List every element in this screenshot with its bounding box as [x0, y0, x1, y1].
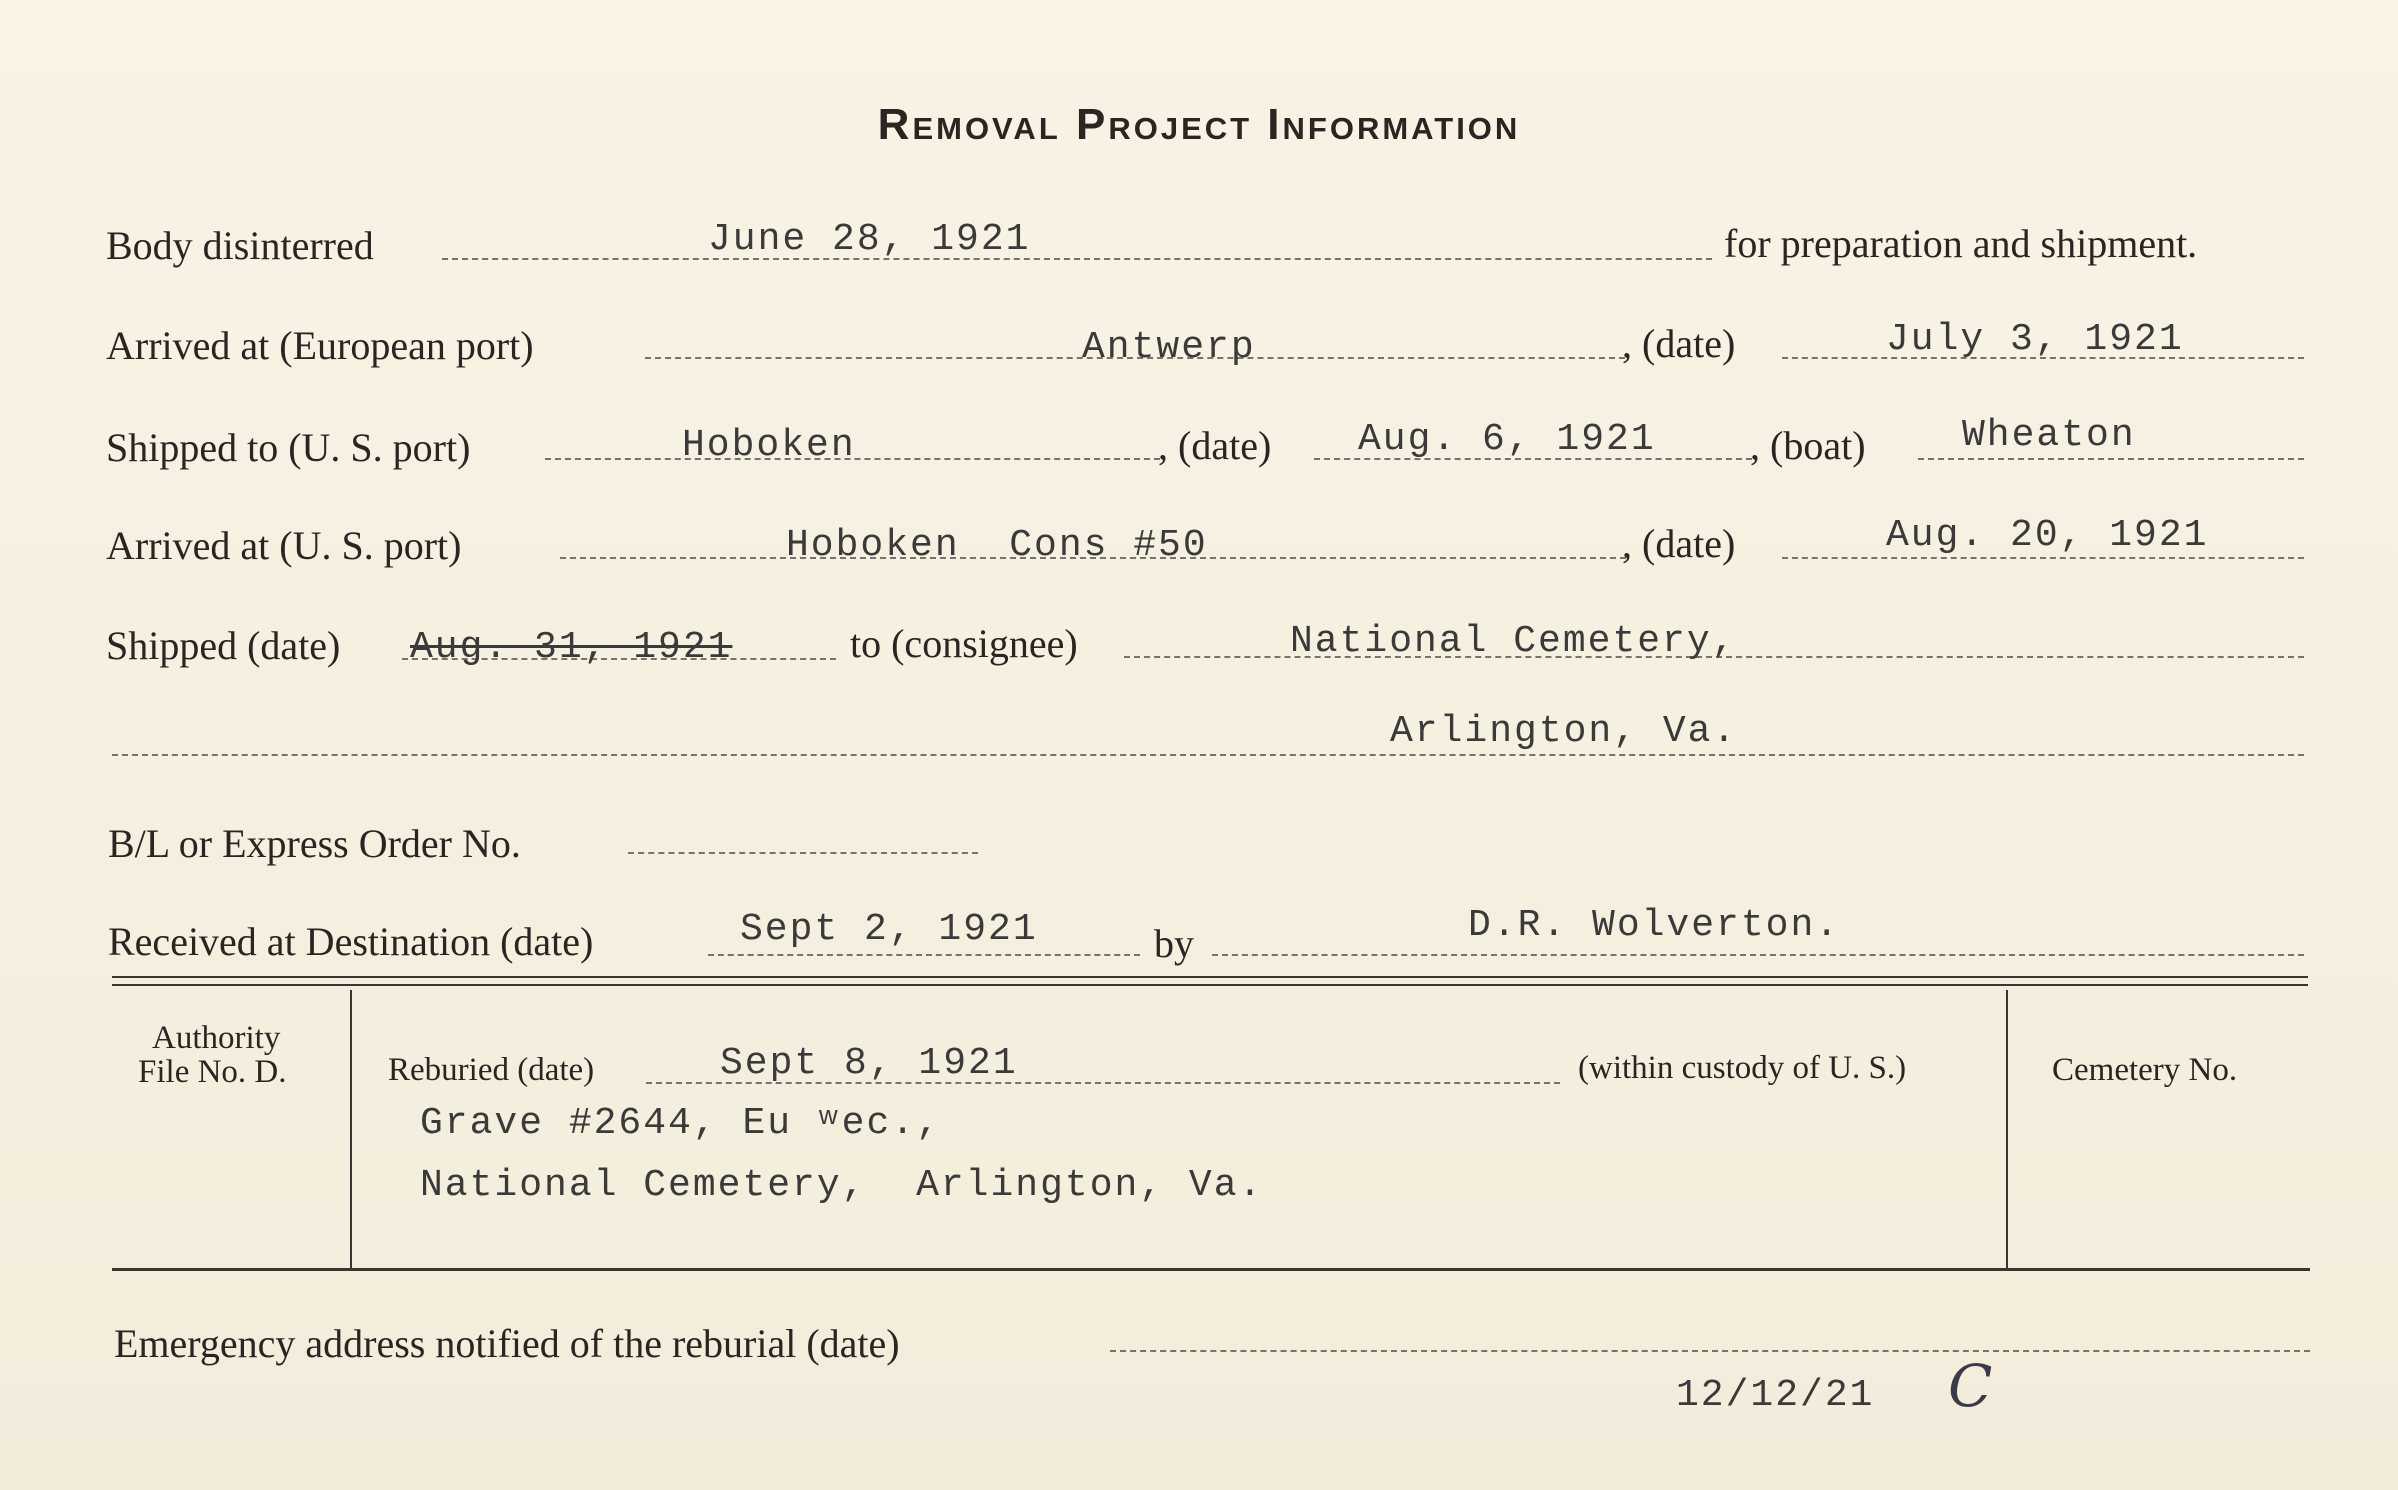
- box-top-rule-2: [112, 984, 2308, 986]
- grave-line-2: National Cemetery, Arlington, Va.: [420, 1164, 1264, 1207]
- consignee-label: to (consignee): [850, 621, 1078, 666]
- arrived-european-date: July 3, 1921: [1886, 318, 2184, 361]
- shipped-to-us-date: Aug. 6, 1921: [1358, 418, 1656, 461]
- box-divider-right: [2006, 990, 2008, 1268]
- arrived-us-date: Aug. 20, 1921: [1886, 514, 2209, 557]
- received-by-label: by: [1154, 921, 1194, 966]
- reburied-date: Sept 8, 1921: [720, 1042, 1018, 1085]
- bl-order-label: B/L or Express Order No.: [108, 821, 521, 866]
- shipped-to-us-label: Shipped to (U. S. port): [106, 425, 471, 470]
- emergency-date: 12/12/21: [1676, 1374, 1875, 1417]
- box-divider-left: [350, 990, 352, 1268]
- consignee-name: National Cemetery,: [1290, 620, 1737, 663]
- consignee-line-2: [112, 754, 2304, 756]
- reburied-label: Reburied (date): [388, 1052, 595, 1088]
- received-label: Received at Destination (date): [108, 919, 594, 964]
- arrived-european-date-label: , (date): [1622, 321, 1736, 366]
- grave-line-1: Grave #2644, Eu ʷec.,: [420, 1102, 941, 1145]
- shipped-to-us-port: Hoboken: [682, 424, 856, 467]
- received-date-line: [708, 954, 1140, 956]
- cemetery-no-label: Cemetery No.: [2052, 1052, 2238, 1088]
- body-disinterred-date: June 28, 1921: [708, 218, 1031, 261]
- bl-order-line: [628, 852, 978, 854]
- received-date: Sept 2, 1921: [740, 908, 1038, 951]
- received-by: D.R. Wolverton.: [1468, 904, 1841, 947]
- emergency-label: Emergency address notified of the reburial (date): [114, 1321, 900, 1366]
- shipped-date-value: Aug. 31, 1921: [410, 626, 733, 669]
- arrived-us-date-label: , (date): [1622, 521, 1736, 566]
- arrived-us-date-line: [1782, 557, 2304, 559]
- shipped-date-label: Shipped (date): [106, 623, 341, 668]
- custody-label: (within custody of U. S.): [1578, 1050, 1907, 1086]
- authority-label-line2: File No. D.: [138, 1054, 287, 1090]
- page-title: Removal Project Information: [877, 100, 1521, 149]
- initial-signature: C: [1948, 1352, 1993, 1420]
- body-disinterred-suffix: for preparation and shipment.: [1724, 221, 2198, 266]
- shipped-to-us-boat-line: [1918, 458, 2304, 460]
- received-by-line: [1212, 954, 2304, 956]
- shipped-to-us-boat-label: , (boat): [1750, 423, 1866, 468]
- shipped-to-us-boat: Wheaton: [1962, 414, 2136, 457]
- consignee-name-line2: Arlington, Va.: [1390, 710, 1738, 753]
- box-top-rule: [112, 976, 2308, 978]
- arrived-european-port: Antwerp: [1082, 326, 1256, 369]
- authority-label-line1: Authority: [152, 1020, 281, 1056]
- box-bottom-rule: [112, 1268, 2310, 1271]
- emergency-line: [1110, 1350, 2310, 1352]
- arrived-us-label: Arrived at (U. S. port): [106, 523, 462, 568]
- body-disinterred-line: [442, 258, 1712, 260]
- shipped-to-us-date-label: , (date): [1158, 423, 1272, 468]
- body-disinterred-label: Body disinterred: [106, 223, 374, 268]
- arrived-european-label: Arrived at (European port): [106, 323, 534, 368]
- arrived-us-port: Hoboken Cons #50: [786, 524, 1208, 567]
